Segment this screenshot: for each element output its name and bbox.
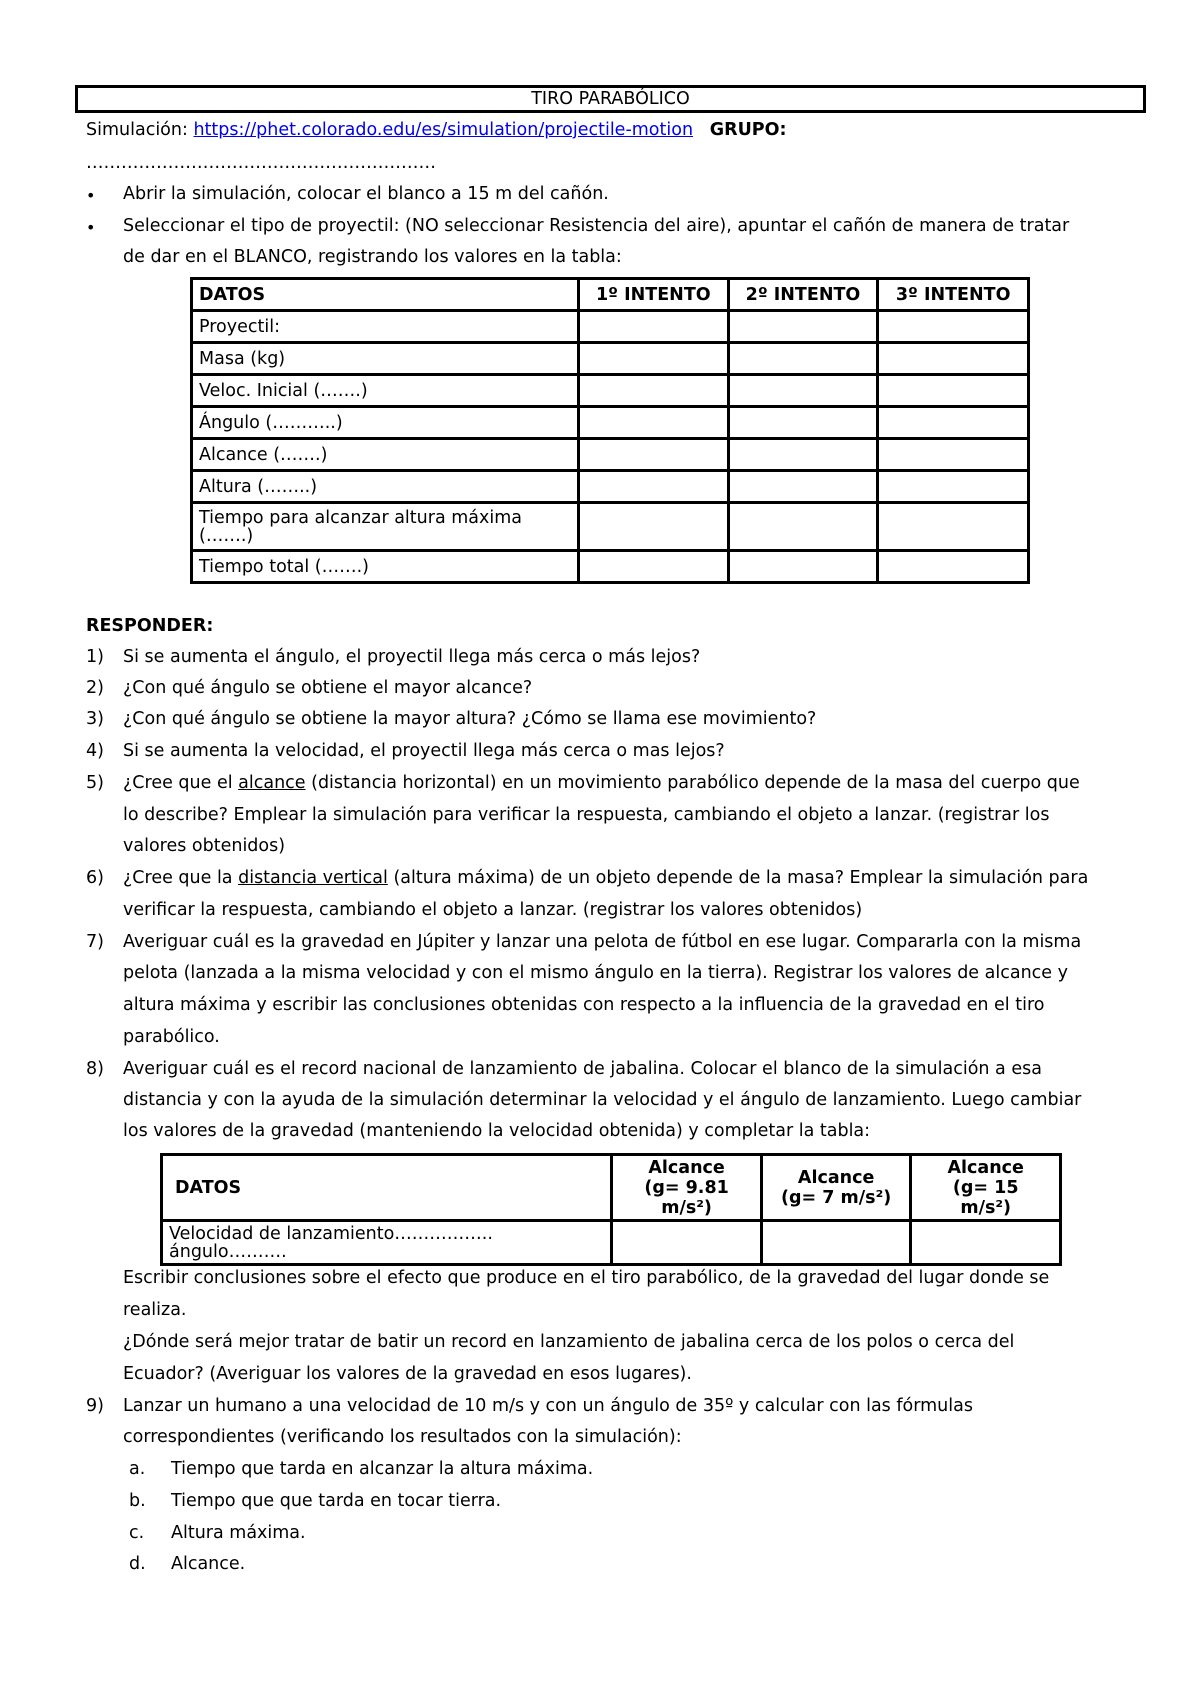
question-8-line-3: los valores de la gravedad (manteniendo la velocidad obtenida) y completar la tabla: (123, 1121, 871, 1141)
after-8-line-1: Escribir conclusiones sobre el efecto que produce en el tiro parabólico, de la gravedad del lugar donde se (123, 1268, 1050, 1288)
table-cell[interactable] (878, 407, 1029, 439)
header-line: (g= 15 (952, 1177, 1019, 1198)
bullet-icon: • (86, 218, 96, 237)
table-cell[interactable] (578, 551, 728, 583)
sub-item-letter: a. (129, 1459, 146, 1479)
table-header (761, 1155, 911, 1221)
group-dots: …………………………………………………… (86, 153, 436, 173)
sub-item-letter: c. (129, 1523, 145, 1543)
table-row (192, 503, 1029, 551)
table-cell[interactable] (911, 1221, 1061, 1265)
group-label: GRUPO: (709, 120, 787, 140)
header-line: Alcance (797, 1167, 875, 1188)
table-header: 3º INTENTO (878, 279, 1029, 311)
question-number: 6) (86, 868, 104, 888)
row-label (192, 503, 579, 551)
simulation-line (86, 120, 787, 140)
page-title: TIRO PARABÓLICO (531, 89, 690, 109)
question-number: 5) (86, 773, 104, 793)
table-row (192, 375, 1029, 407)
table-cell[interactable] (578, 439, 728, 471)
table-row (192, 439, 1029, 471)
row-label-line: (…….) (199, 525, 254, 546)
table-cell[interactable] (728, 471, 878, 503)
row-label: Ángulo (………..) (192, 407, 579, 439)
question-number: 2) (86, 678, 104, 698)
table-cell[interactable] (878, 311, 1029, 343)
header-line: m/s²) (661, 1197, 712, 1218)
row-label-line: ángulo………. (169, 1241, 287, 1262)
sub-item-b: Tiempo que que tarda en tocar tierra. (171, 1491, 502, 1511)
bullet-text-1: Abrir la simulación, colocar el blanco a 15 m del cañón. (123, 184, 609, 204)
table-cell[interactable] (578, 343, 728, 375)
question-number: 3) (86, 709, 104, 729)
question-7-line-1: Averiguar cuál es la gravedad en Júpiter y lanzar una pelota de fútbol en ese lugar. Compararla con la misma (123, 932, 1082, 952)
question-number: 4) (86, 741, 104, 761)
question-5-line-1 (123, 773, 1080, 793)
question-5-post: (distancia horizontal) en un movimiento parabólico depende de la masa del cuerpo que (305, 773, 1080, 793)
gravity-table (160, 1153, 1062, 1266)
row-label-line: Velocidad de lanzamiento…………….. (169, 1223, 493, 1244)
after-8-line-4: Ecuador? (Averiguar los valores de la gravedad en esos lugares). (123, 1364, 692, 1384)
row-label: Masa (kg) (192, 343, 579, 375)
question-5-pre: ¿Cree que el (123, 773, 239, 793)
bullet-text-2-cont: de dar en el BLANCO, registrando los valores en la tabla: (123, 247, 622, 267)
table-header: 2º INTENTO (728, 279, 878, 311)
table-cell[interactable] (728, 439, 878, 471)
title-box (75, 85, 1146, 113)
question-6-post: (altura máxima) de un objeto depende de la masa? Emplear la simulación para (387, 868, 1089, 888)
question-8-line-1: Averiguar cuál es el record nacional de lanzamiento de jabalina. Colocar el blanco de la simulación a esa (123, 1059, 1042, 1079)
row-label (162, 1221, 612, 1265)
after-8-line-2: realiza. (123, 1300, 187, 1320)
question-number: 7) (86, 932, 104, 952)
question-7-line-3: altura máxima y escribir las conclusiones obtenidas con respecto a la influencia de la gravedad en el tiro (123, 995, 1045, 1015)
table-cell[interactable] (578, 503, 728, 551)
question-6-line-2: verificar la respuesta, cambiando el objeto a lanzar. (registrar los valores obtenidos) (123, 900, 863, 920)
table-row (162, 1221, 1061, 1265)
table-cell[interactable] (878, 343, 1029, 375)
attempts-table (190, 277, 1030, 584)
table-cell[interactable] (878, 551, 1029, 583)
table-cell[interactable] (878, 503, 1029, 551)
sub-item-a: Tiempo que tarda en alcanzar la altura máxima. (171, 1459, 594, 1479)
question-number: 8) (86, 1059, 104, 1079)
row-label: Altura (……..) (192, 471, 579, 503)
question-7-line-2: pelota (lanzada a la misma velocidad y con el mismo ángulo en la tierra). Registrar los valores de alcance y (123, 963, 1068, 983)
table-row (192, 343, 1029, 375)
question-number: 1) (86, 647, 104, 667)
after-8-line-3: ¿Dónde será mejor tratar de batir un record en lanzamiento de jabalina cerca de los polos o cerca del (123, 1332, 1015, 1352)
question-5-underlined: alcance (238, 773, 306, 793)
header-line: m/s²) (960, 1197, 1012, 1218)
table-cell[interactable] (761, 1221, 911, 1265)
table-row (192, 407, 1029, 439)
question-2: ¿Con qué ángulo se obtiene el mayor alcance? (123, 678, 533, 698)
table-cell[interactable] (612, 1221, 762, 1265)
table-cell[interactable] (728, 503, 878, 551)
question-6-line-1 (123, 868, 1088, 888)
question-5-line-3: valores obtenidos) (123, 836, 286, 856)
table-cell[interactable] (728, 343, 878, 375)
table-cell[interactable] (728, 375, 878, 407)
table-cell[interactable] (728, 551, 878, 583)
question-number: 9) (86, 1396, 104, 1416)
header-line: (g= 7 m/s²) (781, 1187, 892, 1208)
responder-heading: RESPONDER: (86, 616, 214, 636)
table-row (192, 551, 1029, 583)
row-label: Proyectil: (192, 311, 579, 343)
question-9-line-1: Lanzar un humano a una velocidad de 10 m/s y con un ángulo de 35º y calcular con las fórmulas (123, 1396, 973, 1416)
sub-item-d: Alcance. (171, 1554, 246, 1574)
table-cell[interactable] (578, 471, 728, 503)
row-label: Alcance (…….) (192, 439, 579, 471)
question-6-pre: ¿Cree que la (123, 868, 239, 888)
table-header: DATOS (192, 279, 579, 311)
question-9-line-2: correspondientes (verificando los resultados con la simulación): (123, 1427, 682, 1447)
sub-item-letter: d. (129, 1554, 146, 1574)
header-line: Alcance (947, 1157, 1024, 1178)
row-label-line: Tiempo para alcanzar altura máxima (199, 507, 522, 528)
table-cell[interactable] (578, 311, 728, 343)
table-cell[interactable] (878, 439, 1029, 471)
table-row (192, 311, 1029, 343)
question-7-line-4: parabólico. (123, 1027, 220, 1047)
table-cell[interactable] (878, 471, 1029, 503)
row-label: Veloc. Inicial (…….) (192, 375, 579, 407)
table-cell[interactable] (728, 311, 878, 343)
sub-item-c: Altura máxima. (171, 1523, 306, 1543)
table-row (192, 471, 1029, 503)
bullet-icon: • (86, 186, 96, 205)
table-header: 1º INTENTO (578, 279, 728, 311)
header-line: Alcance (648, 1157, 725, 1178)
table-cell[interactable] (578, 375, 728, 407)
table-header (612, 1155, 762, 1221)
question-3: ¿Con qué ángulo se obtiene la mayor altura? ¿Cómo se llama ese movimiento? (123, 709, 817, 729)
question-4: Si se aumenta la velocidad, el proyectil llega más cerca o mas lejos? (123, 741, 725, 761)
row-label: Tiempo total (…….) (192, 551, 579, 583)
question-6-underlined: distancia vertical (238, 868, 388, 888)
sub-item-letter: b. (129, 1491, 146, 1511)
table-header (911, 1155, 1061, 1221)
table-cell[interactable] (728, 407, 878, 439)
table-header: DATOS (162, 1155, 612, 1221)
question-8-line-2: distancia y con la ayuda de la simulación determinar la velocidad y el ángulo de lanzamiento. Luego cambiar (123, 1090, 1082, 1110)
question-1: Si se aumenta el ángulo, el proyectil llega más cerca o más lejos? (123, 647, 701, 667)
header-line: (g= 9.81 (644, 1177, 729, 1198)
simulation-link[interactable]: https://phet.colorado.edu/es/simulation/projectile-motion (193, 120, 694, 140)
bullet-text-2: Seleccionar el tipo de proyectil: (NO seleccionar Resistencia del aire), apuntar el cañón de manera de tratar (123, 216, 1070, 236)
simulation-label: Simulación: (86, 120, 188, 140)
table-cell[interactable] (578, 407, 728, 439)
question-5-line-2: lo describe? Emplear la simulación para verificar la respuesta, cambiando el objeto a lanzar. (registrar los (123, 805, 1050, 825)
table-cell[interactable] (878, 375, 1029, 407)
